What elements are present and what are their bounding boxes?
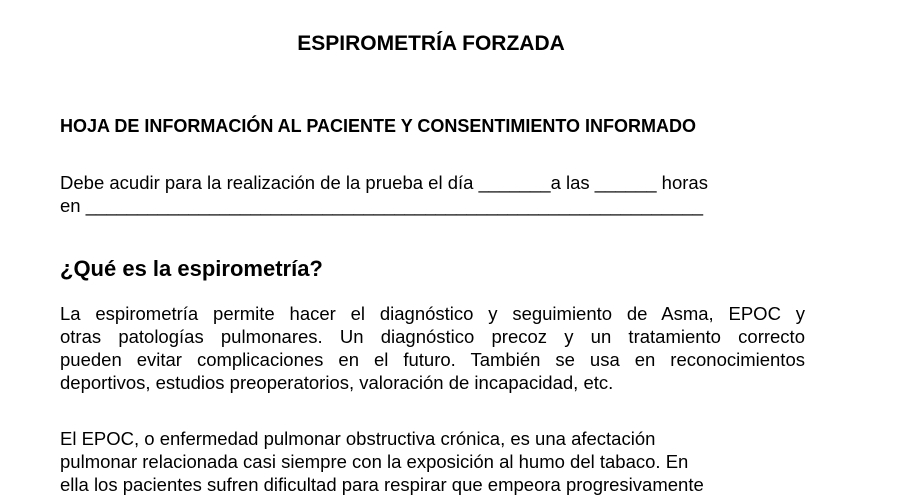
paragraph-line: La espirometría permite hacer el diagnóstico y seguimiento de Asma, EPOC y (60, 303, 805, 324)
appointment-line-date-time: Debe acudir para la realización de la prueba el día _______a las ______ horas (60, 172, 708, 193)
paragraph-line: otras patologías pulmonares. Un diagnóstico precoz y un tratamiento correcto (60, 326, 805, 347)
paragraph-line: deportivos, estudios preoperatorios, valoración de incapacidad, etc. (60, 372, 614, 393)
paragraph-line: El EPOC, o enfermedad pulmonar obstructiva crónica, es una afectación (60, 428, 656, 449)
paragraph-epoc (60, 427, 805, 496)
document-subtitle: HOJA DE INFORMACIÓN AL PACIENTE Y CONSENTIMIENTO INFORMADO (60, 116, 697, 136)
paragraph-what-is (60, 302, 805, 394)
section-heading: ¿Qué es la espirometría? (60, 256, 323, 281)
appointment-line-place: en ____________________________________________________________ (60, 195, 704, 216)
paragraph-line: ella los pacientes sufren dificultad para respirar que empeora progresivamente (60, 474, 704, 495)
paragraph-line: pulmonar relacionada casi siempre con la exposición al humo del tabaco. En (60, 451, 689, 472)
appointment-block (60, 171, 805, 217)
paragraph-line: pueden evitar complicaciones en el futuro. También se usa en reconocimientos (60, 349, 805, 370)
document-title: ESPIROMETRÍA FORZADA (297, 32, 565, 55)
